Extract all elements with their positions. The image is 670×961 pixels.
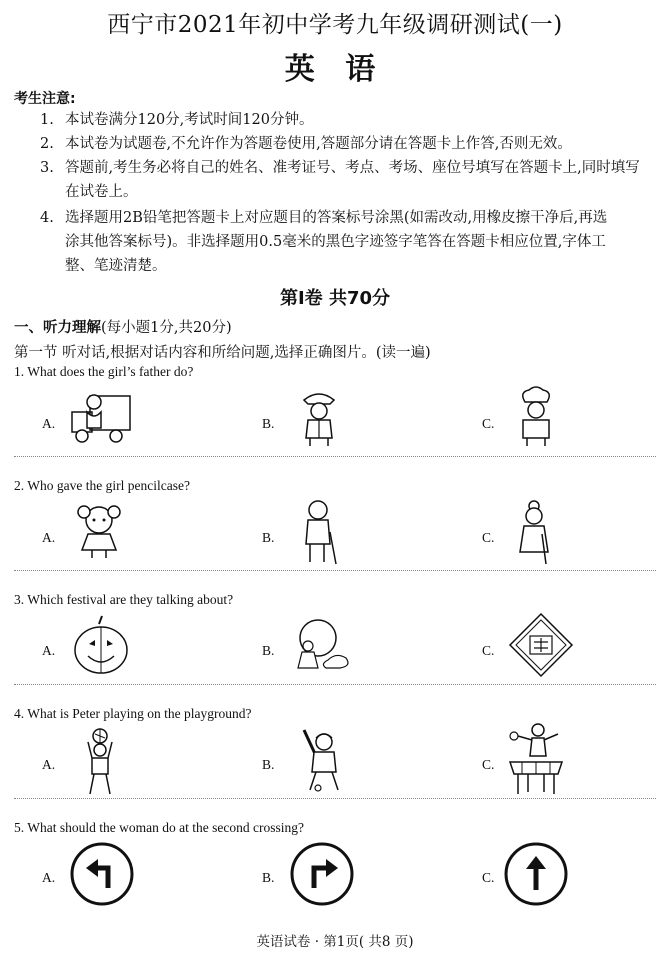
notice-text: 本试卷满分120分,考试时间120分钟。 xyxy=(65,112,314,128)
question-number: 3. xyxy=(14,592,25,607)
notice-number: 1. xyxy=(40,112,54,128)
question-divider xyxy=(14,456,656,457)
grandfather-picture xyxy=(300,498,340,566)
spring-couplet-picture xyxy=(508,612,574,678)
option-b: B. xyxy=(262,530,275,545)
option-a: A. xyxy=(42,757,56,772)
option-a: A. xyxy=(42,530,56,545)
moon-festival-picture xyxy=(288,616,354,672)
option-b: B. xyxy=(262,643,275,658)
option-c: C. xyxy=(482,643,495,658)
option-a: A. xyxy=(42,416,56,431)
option-b: B. xyxy=(262,870,275,885)
notice-number: 2. xyxy=(40,136,54,152)
question-text: Which festival are they talking about? xyxy=(27,592,234,607)
part-title: 第Ⅰ卷 共70分 xyxy=(279,288,390,309)
question-divider xyxy=(14,570,656,571)
little-girl-picture xyxy=(74,502,124,560)
exam-title: 西宁市2021年初中学考九年级调研测试(一) xyxy=(107,12,563,38)
subject-title: 英 语 xyxy=(284,52,386,87)
turn-right-sign xyxy=(290,842,354,906)
option-c: C. xyxy=(482,870,495,885)
grandmother-picture xyxy=(514,498,554,566)
question-4 xyxy=(14,706,251,722)
notice-text: 答题前,考生务必将自己的姓名、准考证号、考点、考场、座位号填写在答题卡上,同时填写 xyxy=(65,160,640,176)
notice-text-continued: 涂其他答案标号)。非选择题用0.5毫米的黑色字迹签字笔答在答题卡相应位置,字体工 xyxy=(65,234,606,250)
option-a: A. xyxy=(42,643,56,658)
option-b: B. xyxy=(262,416,275,431)
option-c: C. xyxy=(482,416,495,431)
question-5 xyxy=(14,820,304,836)
police-officer-picture xyxy=(298,388,340,448)
go-straight-sign xyxy=(504,842,568,906)
question-number: 1. xyxy=(14,364,25,379)
chef-picture xyxy=(515,386,557,448)
subsection-instruction: 第一节 听对话,根据对话内容和所给问题,选择正确图片。(读一遍) xyxy=(14,345,431,361)
section-title-bold: 一、听力理解 xyxy=(14,320,101,336)
question-number: 4. xyxy=(14,706,25,721)
section-title-rest: (每小题1分,共20分) xyxy=(101,320,232,336)
question-divider xyxy=(14,798,656,799)
question-2 xyxy=(14,478,190,494)
notice-heading: 考生注意: xyxy=(14,91,76,107)
turn-left-sign xyxy=(70,842,134,906)
question-text: What should the woman do at the second crossing? xyxy=(27,820,304,835)
question-1 xyxy=(14,364,193,380)
basketball-player-picture xyxy=(78,728,122,796)
notice-number: 3. xyxy=(40,160,54,176)
notice-item-3 xyxy=(40,156,660,204)
notice-item-4 xyxy=(40,206,660,278)
question-number: 5. xyxy=(14,820,25,835)
baseball-player-picture xyxy=(298,726,348,794)
notice-item-2 xyxy=(40,132,660,156)
section-title xyxy=(14,316,232,337)
notice-text-continued: 整、笔迹清楚。 xyxy=(65,258,167,274)
page-footer: 英语试卷 · 第1页( 共8 页) xyxy=(256,934,414,950)
ping-pong-player-picture xyxy=(506,722,566,796)
option-c: C. xyxy=(482,757,495,772)
notice-item-1 xyxy=(40,108,660,132)
option-b: B. xyxy=(262,757,275,772)
question-text: Who gave the girl pencilcase? xyxy=(27,478,190,493)
option-a: A. xyxy=(42,870,56,885)
truck-driver-picture xyxy=(68,390,134,446)
question-number: 2. xyxy=(14,478,25,493)
question-text: What does the girl’s father do? xyxy=(27,364,194,379)
notice-text: 本试卷为试题卷,不允许作为答题卷使用,答题部分请在答题卡上作答,否则无效。 xyxy=(65,136,572,152)
pumpkin-lantern-picture xyxy=(72,614,130,676)
notice-text-continued: 在试卷上。 xyxy=(65,184,138,200)
notice-number: 4. xyxy=(40,210,54,226)
option-c: C. xyxy=(482,530,495,545)
question-divider xyxy=(14,684,656,685)
question-3 xyxy=(14,592,233,608)
question-text: What is Peter playing on the playground? xyxy=(27,706,252,721)
notice-text: 选择题用2B铅笔把答题卡上对应题目的答案标号涂黑(如需改动,用橡皮擦干净后,再选 xyxy=(65,210,608,226)
